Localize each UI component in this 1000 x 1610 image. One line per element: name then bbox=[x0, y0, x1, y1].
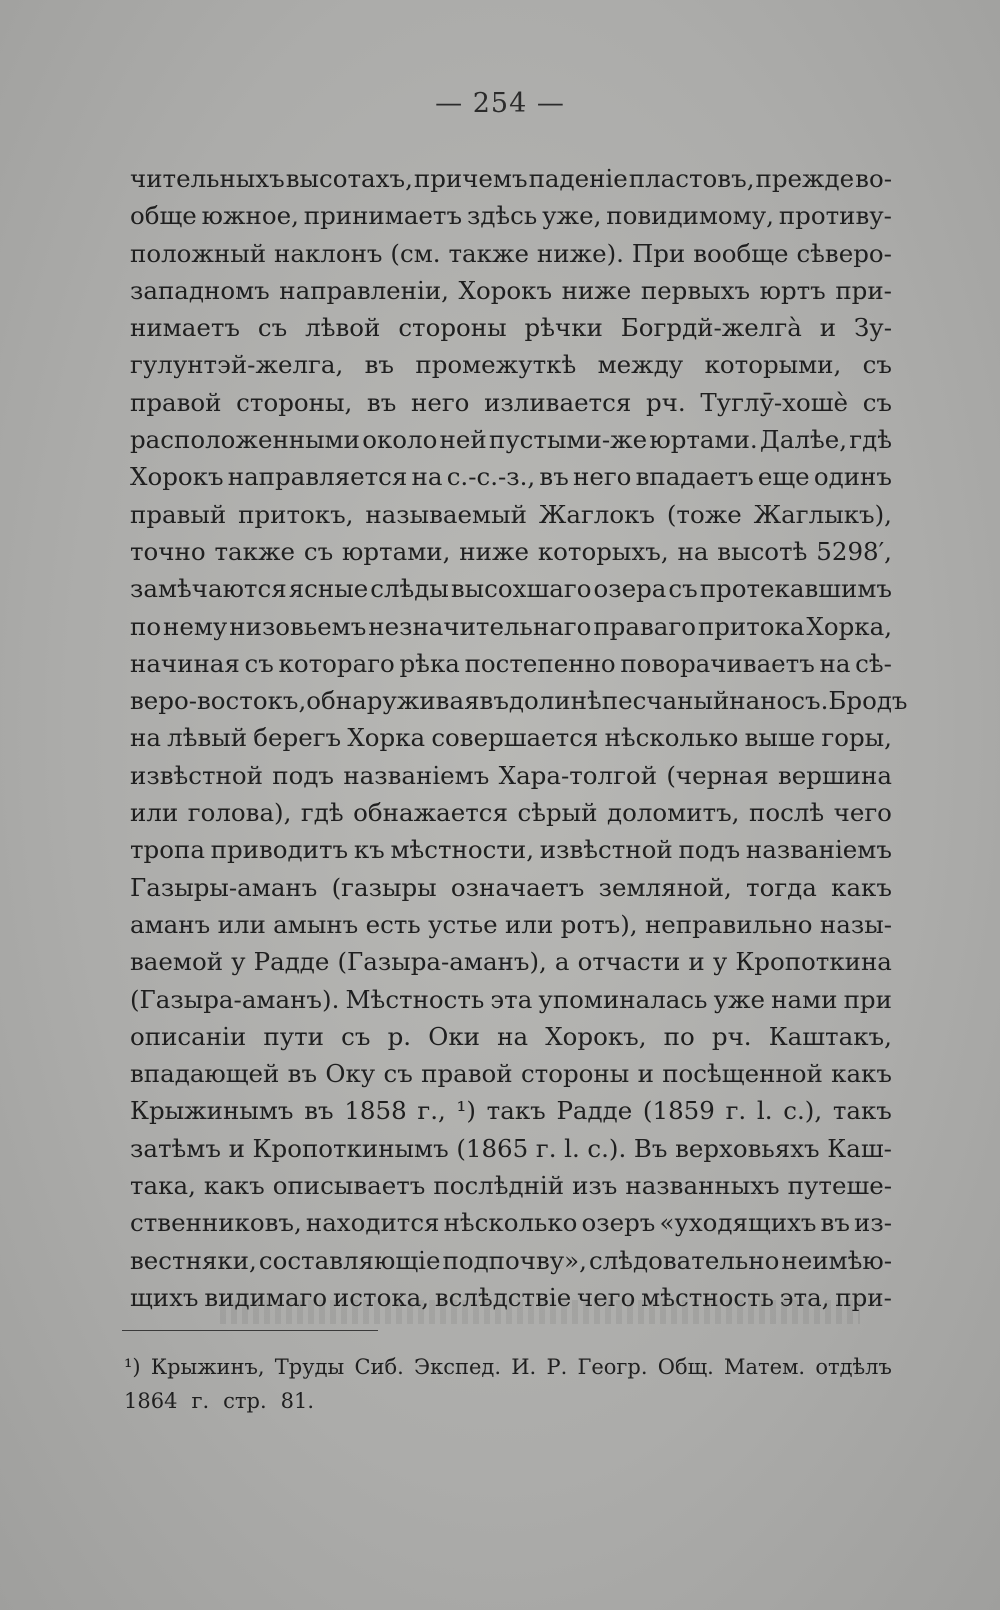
word: И. bbox=[511, 1355, 537, 1379]
word: Радде bbox=[556, 1096, 633, 1126]
word: рч. bbox=[711, 1021, 752, 1051]
word: г., bbox=[417, 1096, 446, 1126]
word: ¹) bbox=[124, 1355, 141, 1379]
word: по bbox=[663, 1021, 695, 1051]
word: видимаго bbox=[204, 1282, 328, 1312]
word: г. bbox=[535, 1133, 557, 1163]
word: высотѣ bbox=[717, 536, 808, 566]
word: и bbox=[819, 313, 837, 343]
word: нѣсколько bbox=[443, 1208, 578, 1238]
word: прежде bbox=[755, 164, 855, 193]
word: чительныхъ bbox=[130, 164, 285, 193]
word: c.). bbox=[587, 1133, 627, 1163]
word: или bbox=[130, 798, 179, 828]
word: берегъ bbox=[253, 723, 342, 753]
word: амынъ bbox=[273, 909, 359, 939]
word: ваемой bbox=[130, 947, 224, 977]
word: вслѣдствіе bbox=[434, 1282, 572, 1312]
word: расположенными bbox=[130, 425, 360, 455]
word: горы, bbox=[821, 723, 892, 753]
word: послѣдній bbox=[433, 1171, 565, 1201]
word: с.-с.-з., bbox=[446, 462, 536, 492]
word: (Газыра-аманъ), bbox=[337, 947, 547, 977]
word: Радде bbox=[253, 947, 330, 977]
word: така, bbox=[130, 1171, 196, 1201]
word: Хорка bbox=[347, 723, 426, 753]
word: какъ bbox=[831, 872, 892, 902]
word: сѣверо- bbox=[796, 238, 892, 268]
word: съ bbox=[668, 574, 698, 604]
word: совершается bbox=[431, 723, 599, 753]
word: долинѣ bbox=[508, 686, 602, 716]
word: «уходящихъ bbox=[659, 1208, 817, 1238]
text-line bbox=[130, 533, 892, 570]
word: рч. bbox=[645, 387, 686, 417]
text-line bbox=[130, 794, 892, 831]
word: притокъ, bbox=[238, 499, 354, 529]
word: на bbox=[497, 1021, 529, 1051]
word: него bbox=[410, 387, 470, 417]
word: слѣдовательно bbox=[588, 1245, 780, 1275]
word: здѣсь bbox=[466, 201, 538, 231]
word: вершина bbox=[777, 760, 892, 790]
word: съ bbox=[383, 1059, 413, 1089]
word: сѣрый bbox=[517, 798, 598, 828]
word: мѣстности, bbox=[390, 835, 535, 865]
word: также bbox=[448, 238, 529, 268]
word: подпочву», bbox=[442, 1245, 587, 1275]
word: первыхъ bbox=[640, 275, 751, 305]
word: повидимому, bbox=[606, 201, 774, 231]
word: называемый bbox=[365, 499, 527, 529]
word: причемъ bbox=[413, 164, 528, 193]
word: на bbox=[130, 723, 161, 753]
word: Жаглокъ bbox=[538, 499, 655, 529]
text-line bbox=[130, 1167, 892, 1204]
word: сѣ- bbox=[855, 648, 892, 678]
text-line bbox=[130, 981, 892, 1018]
text-line bbox=[130, 682, 908, 719]
word: въ bbox=[364, 350, 395, 380]
word: При bbox=[631, 238, 686, 268]
footnotes bbox=[124, 1350, 892, 1418]
text-line bbox=[130, 645, 892, 682]
word: направляется bbox=[227, 462, 408, 492]
word: нами bbox=[771, 984, 838, 1014]
word: назы- bbox=[819, 909, 892, 939]
text-line bbox=[130, 1055, 892, 1092]
word: Крыжинымъ bbox=[130, 1096, 294, 1126]
word: протекавшимъ bbox=[699, 574, 892, 604]
word: при- bbox=[835, 1282, 892, 1312]
text-line bbox=[130, 160, 892, 197]
text-line bbox=[130, 719, 892, 756]
word: Р. bbox=[546, 1355, 568, 1379]
word: Богрдй-желгà bbox=[620, 313, 802, 343]
word: вообще bbox=[693, 238, 789, 268]
word: во- bbox=[855, 164, 892, 193]
word: неправильно bbox=[644, 909, 813, 939]
word: Каштакъ, bbox=[768, 1021, 892, 1051]
text-line bbox=[130, 421, 892, 458]
text-line bbox=[130, 346, 892, 383]
word: юртами. bbox=[649, 425, 758, 455]
word: 1864 bbox=[124, 1389, 178, 1413]
word: лѣвой bbox=[305, 313, 381, 343]
text-line bbox=[130, 831, 892, 868]
word: Кропоткинымъ bbox=[252, 1133, 449, 1163]
word: на bbox=[411, 462, 443, 492]
word: путеше- bbox=[787, 1171, 892, 1201]
word: ниже bbox=[459, 536, 529, 566]
word: отдѣлъ bbox=[815, 1355, 892, 1379]
word: положный bbox=[130, 238, 267, 268]
word: обнажается bbox=[353, 798, 508, 828]
word: при- bbox=[835, 275, 892, 305]
word: упоминалась bbox=[538, 984, 708, 1014]
word: между bbox=[597, 350, 684, 380]
word: притока bbox=[697, 611, 805, 641]
text-line bbox=[130, 1130, 892, 1167]
word: чего bbox=[577, 1282, 636, 1312]
word: щихъ bbox=[130, 1282, 199, 1312]
word: въ bbox=[820, 1208, 850, 1238]
word: ¹) bbox=[456, 1096, 476, 1126]
word: Общ. bbox=[657, 1355, 714, 1379]
word: или bbox=[505, 909, 554, 939]
word: г. bbox=[725, 1096, 747, 1126]
word: означаетъ bbox=[450, 872, 585, 902]
word: извѣстной bbox=[130, 760, 263, 790]
text-line bbox=[130, 1204, 892, 1241]
word: эта bbox=[490, 984, 533, 1014]
text-line bbox=[130, 309, 892, 346]
word: извѣстной bbox=[539, 835, 673, 865]
word: песчаный bbox=[601, 686, 730, 716]
word: устье bbox=[428, 909, 498, 939]
word: незначительнаго bbox=[368, 611, 592, 641]
word: слѣды bbox=[370, 574, 449, 604]
word: уже bbox=[713, 984, 766, 1014]
word: Оку bbox=[325, 1059, 376, 1089]
word: выше bbox=[744, 723, 816, 753]
footnote-line bbox=[124, 1350, 892, 1384]
word: названныхъ bbox=[625, 1171, 780, 1201]
word: ниже). bbox=[536, 238, 624, 268]
body-text bbox=[130, 160, 908, 1316]
word: впадаетъ bbox=[635, 462, 754, 492]
word: (1859 bbox=[642, 1096, 715, 1126]
word: съ bbox=[341, 1021, 371, 1051]
word: въ bbox=[366, 387, 397, 417]
word: юртъ bbox=[759, 275, 826, 305]
word: приводитъ bbox=[210, 835, 349, 865]
word: Матем. bbox=[724, 1355, 806, 1379]
word: какъ bbox=[831, 1059, 892, 1089]
word: г. bbox=[191, 1389, 210, 1413]
text-line bbox=[130, 906, 892, 943]
word: (черная bbox=[666, 760, 769, 790]
word: праваго bbox=[593, 611, 696, 641]
page-number: — 254 — bbox=[435, 88, 565, 119]
word: подъ bbox=[272, 760, 335, 790]
word: гдѣ bbox=[300, 798, 344, 828]
word: какъ bbox=[203, 1171, 265, 1201]
word: пластовъ, bbox=[628, 164, 755, 193]
word: по bbox=[130, 611, 162, 641]
text-line bbox=[130, 570, 892, 607]
word: нему bbox=[163, 611, 228, 641]
word: или bbox=[217, 909, 266, 939]
word: доломитъ, bbox=[607, 798, 740, 828]
word: него bbox=[573, 462, 632, 492]
word: стороны, bbox=[236, 387, 353, 417]
word: Въ bbox=[633, 1133, 668, 1163]
word: и bbox=[688, 947, 705, 977]
footnote-rule bbox=[122, 1330, 378, 1331]
word: юртами, bbox=[342, 536, 451, 566]
word: ясные bbox=[288, 574, 369, 604]
word: аманъ bbox=[130, 909, 211, 939]
bleed-through-text bbox=[220, 1300, 860, 1324]
word: мѣстность bbox=[641, 1282, 774, 1312]
word: точно bbox=[130, 536, 206, 566]
word: Бродъ bbox=[828, 686, 908, 716]
word: озера bbox=[593, 574, 667, 604]
word: Крыжинъ, bbox=[150, 1355, 265, 1379]
word: пустыми-же bbox=[488, 425, 648, 455]
word: на bbox=[677, 536, 709, 566]
word: Газыры-аманъ bbox=[130, 872, 318, 902]
word: отчасти bbox=[577, 947, 681, 977]
word: съ bbox=[862, 350, 892, 380]
word: нѣсколько bbox=[604, 723, 739, 753]
word: Труды bbox=[274, 1355, 345, 1379]
word: составляющіе bbox=[258, 1245, 441, 1275]
word: названіемъ bbox=[343, 760, 490, 790]
word: также bbox=[214, 536, 295, 566]
text-line bbox=[130, 1242, 892, 1279]
word: при bbox=[843, 984, 892, 1014]
word: правый bbox=[130, 499, 227, 529]
word: описаніи bbox=[130, 1021, 247, 1051]
word: есть bbox=[365, 909, 421, 939]
word: паденіе bbox=[528, 164, 628, 193]
word: промежуткѣ bbox=[415, 350, 577, 380]
word: Хорокъ, bbox=[545, 1021, 647, 1051]
word: нимаетъ bbox=[130, 313, 240, 343]
word: впадающей bbox=[130, 1059, 280, 1089]
word: затѣмъ bbox=[130, 1133, 221, 1163]
word: голова), bbox=[187, 798, 292, 828]
word: поворачиваетъ bbox=[620, 648, 815, 678]
word: l. bbox=[564, 1133, 580, 1163]
word: Оки bbox=[428, 1021, 480, 1051]
word: веро-востокъ, bbox=[130, 686, 307, 716]
word: Зу- bbox=[854, 313, 892, 343]
word: Мѣстность bbox=[345, 984, 485, 1014]
text-line bbox=[130, 496, 892, 533]
text-line bbox=[130, 1018, 892, 1055]
word: подъ bbox=[678, 835, 741, 865]
word: Хорокъ bbox=[130, 462, 224, 492]
word: наносъ. bbox=[729, 686, 829, 716]
word: еще bbox=[757, 462, 810, 492]
text-line bbox=[130, 458, 892, 495]
word: замѣчаются bbox=[130, 574, 287, 604]
word: Сиб. bbox=[354, 1355, 404, 1379]
word: въ bbox=[287, 1059, 318, 1089]
word: эта, bbox=[779, 1282, 830, 1312]
word: 1858 bbox=[344, 1096, 407, 1126]
word: стороны bbox=[398, 313, 507, 343]
word: уже, bbox=[542, 201, 602, 231]
word: ниже bbox=[561, 275, 632, 305]
word: (тоже bbox=[666, 499, 742, 529]
word: изливается bbox=[484, 387, 632, 417]
word: Туглӯ-хошѐ bbox=[700, 387, 849, 417]
word: рѣчки bbox=[524, 313, 603, 343]
word: котораго bbox=[278, 648, 395, 678]
word: съ bbox=[862, 387, 892, 417]
word: (Газыра-аманъ). bbox=[130, 984, 340, 1014]
text-line bbox=[130, 869, 892, 906]
word: гулунтэй-желга, bbox=[130, 350, 344, 380]
word: вестняки, bbox=[130, 1245, 257, 1275]
word: l. bbox=[756, 1096, 773, 1126]
word: земляной, bbox=[598, 872, 732, 902]
word: южное, bbox=[201, 201, 299, 231]
word: которыми, bbox=[704, 350, 842, 380]
word: (газыры bbox=[331, 872, 437, 902]
word: въ bbox=[479, 686, 509, 716]
word: такъ bbox=[486, 1096, 546, 1126]
word: наклонъ bbox=[274, 238, 383, 268]
text-line bbox=[130, 235, 892, 272]
text-line bbox=[130, 943, 892, 980]
word: (1865 bbox=[456, 1133, 529, 1163]
word: стороны bbox=[520, 1059, 630, 1089]
word: чего bbox=[833, 798, 892, 828]
word: и bbox=[228, 1133, 245, 1163]
word: 81. bbox=[280, 1389, 315, 1413]
word: къ bbox=[353, 835, 385, 865]
word: на bbox=[819, 648, 851, 678]
word: верховьяхъ bbox=[675, 1133, 820, 1163]
word: ственниковъ, bbox=[130, 1208, 302, 1238]
word: Жаглыкъ), bbox=[753, 499, 892, 529]
word: въ bbox=[539, 462, 569, 492]
text-line bbox=[130, 757, 892, 794]
word: противу- bbox=[778, 201, 892, 231]
word: въ bbox=[304, 1096, 334, 1126]
word: c.), bbox=[783, 1096, 823, 1126]
text-line bbox=[130, 272, 892, 309]
word: тропа bbox=[130, 835, 205, 865]
word: съ bbox=[244, 648, 274, 678]
word: Кропоткина bbox=[735, 947, 892, 977]
word: обще bbox=[130, 201, 197, 231]
word: лѣвый bbox=[167, 723, 248, 753]
text-line bbox=[130, 384, 892, 421]
text-line bbox=[130, 1092, 892, 1129]
word: из- bbox=[854, 1208, 892, 1238]
word: р. bbox=[387, 1021, 412, 1051]
word: такъ bbox=[832, 1096, 892, 1126]
word: Хара-толгой bbox=[498, 760, 658, 790]
word: правой bbox=[421, 1059, 513, 1089]
word: направленіи, bbox=[279, 275, 449, 305]
text-line bbox=[130, 197, 892, 234]
word: обнаруживая bbox=[306, 686, 480, 716]
word: высохшаго bbox=[450, 574, 592, 604]
word: а bbox=[554, 947, 570, 977]
word: озеръ bbox=[581, 1208, 656, 1238]
word: которыхъ, bbox=[537, 536, 669, 566]
word: Хорокъ bbox=[458, 275, 553, 305]
word: описываетъ bbox=[272, 1171, 426, 1201]
word: одинъ bbox=[813, 462, 892, 492]
word: (см. bbox=[390, 238, 441, 268]
word: съ bbox=[257, 313, 288, 343]
word: посѣщенной bbox=[662, 1059, 823, 1089]
word: ней bbox=[439, 425, 487, 455]
word: Каш- bbox=[827, 1133, 892, 1163]
word: 5298′, bbox=[816, 536, 892, 566]
word: ротъ), bbox=[560, 909, 638, 939]
word: у bbox=[231, 947, 246, 977]
word: гдѣ bbox=[849, 425, 892, 455]
text-line bbox=[130, 608, 892, 645]
word: правой bbox=[130, 387, 222, 417]
word: Далѣе, bbox=[759, 425, 848, 455]
word: Геогр. bbox=[577, 1355, 648, 1379]
word: изъ bbox=[572, 1171, 618, 1201]
word: стр. bbox=[223, 1389, 267, 1413]
word: низовьемъ bbox=[229, 611, 367, 641]
word: постепенно bbox=[464, 648, 616, 678]
word: и bbox=[637, 1059, 654, 1089]
word: тогда bbox=[746, 872, 817, 902]
word: Хорка, bbox=[806, 611, 892, 641]
word: неимѣю- bbox=[781, 1245, 892, 1275]
word: послѣ bbox=[748, 798, 825, 828]
word: съ bbox=[303, 536, 334, 566]
word: принимаетъ bbox=[303, 201, 463, 231]
word: около bbox=[362, 425, 438, 455]
word: у bbox=[712, 947, 728, 977]
word: рѣка bbox=[399, 648, 460, 678]
word: названіемъ bbox=[745, 835, 892, 865]
word: истока, bbox=[332, 1282, 430, 1312]
word: Экспед. bbox=[414, 1355, 502, 1379]
word: начиная bbox=[130, 648, 240, 678]
footnote-line bbox=[124, 1384, 892, 1418]
word: пути bbox=[263, 1021, 325, 1051]
word: находится bbox=[305, 1208, 440, 1238]
word: западномъ bbox=[130, 275, 270, 305]
word: высотахъ, bbox=[285, 164, 413, 193]
